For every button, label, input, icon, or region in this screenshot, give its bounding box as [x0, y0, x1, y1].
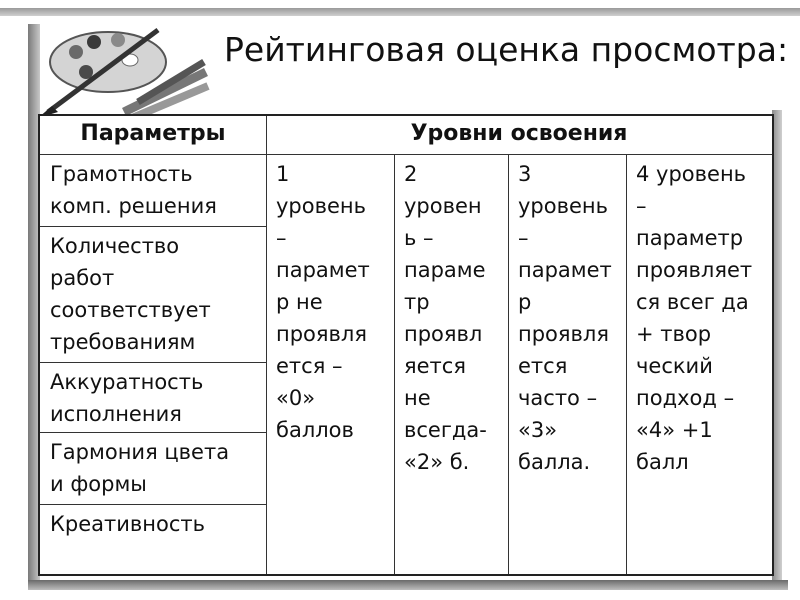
param-cell: Гармония цвета и формы — [50, 440, 230, 496]
bottom-decor-bar — [28, 580, 788, 590]
header-parameters: Параметры — [80, 121, 226, 146]
level-cell-1: 1 уровень – парамет р не проявля ется – «0» баллов — [276, 162, 370, 442]
header-levels: Уровни освоения — [410, 121, 628, 146]
page-title: Рейтинговая оценка просмотра: — [224, 30, 789, 69]
param-cell: Количество работ соответствует требованиям — [50, 234, 211, 354]
param-cell: Грамотность комп. решения — [50, 162, 217, 218]
rating-table — [38, 114, 774, 576]
level-cell-4: 4 уровень – параметр проявляет ся всег да + твор ческий подход – «4» +1 балл — [636, 162, 753, 474]
palette-brushes-icon — [28, 20, 218, 120]
param-cell: Аккуратность исполнения — [50, 370, 204, 426]
level-cell-2: 2 уровен ь – параме тр проявл яется не всегда- «2» б. — [404, 162, 487, 474]
level-cell-3: 3 уровень – парамет р проявля ется часто – «3» балла. — [518, 162, 612, 474]
param-cell: Креативность — [50, 512, 206, 536]
top-decor-bar — [0, 8, 800, 16]
